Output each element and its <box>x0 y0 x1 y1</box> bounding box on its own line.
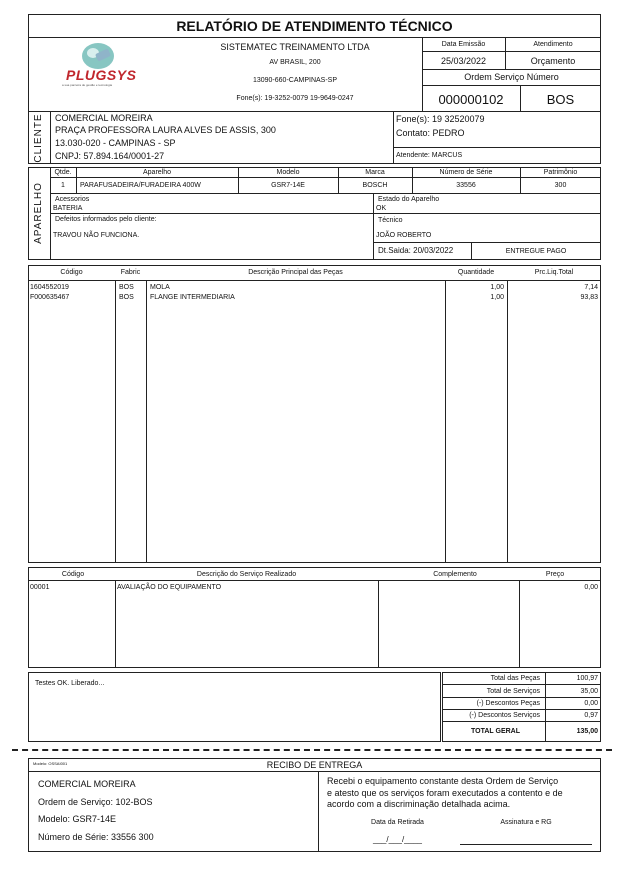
servicos-header-codigo: Código <box>61 571 85 578</box>
pecas-codigo: 1604552019 <box>30 284 69 291</box>
logo-text: PLUGSYS <box>66 67 137 83</box>
pecas-preco: 93,83 <box>580 294 598 301</box>
data-retirada-field[interactable]: ___/___/____ <box>373 835 422 844</box>
cut-line <box>12 749 612 751</box>
company-name: SISTEMATEC TREINAMENTO LTDA <box>220 42 370 52</box>
estado-value: OK <box>376 205 387 212</box>
pecas-quantidade: 1,00 <box>490 294 504 301</box>
company-city: 13090-660-CAMPINAS-SP <box>252 77 338 84</box>
desconto-pecas-value: 0,00 <box>584 700 598 707</box>
estado-label: Estado do Aparelho <box>378 196 440 203</box>
aparelho-header-aparelho: Aparelho <box>142 169 172 176</box>
cliente-cnpj: CNPJ: 57.894.164/0001-27 <box>55 151 165 161</box>
aparelho-header-modelo: Modelo <box>276 169 300 176</box>
aparelho-header-marca: Marca <box>365 169 385 176</box>
assinatura-line[interactable] <box>460 844 592 845</box>
desconto-pecas-label: (-) Descontos Peças <box>476 700 540 707</box>
servicos-table <box>28 567 601 668</box>
pecas-fabric: BOS <box>119 284 134 291</box>
desconto-servicos-value: 0,97 <box>584 712 598 719</box>
recibo-declaracao-1: Recebi o equipamento constante desta Ordem de Serviço <box>327 776 559 786</box>
logo-tagline: a sua parceira de gestão e tecnologia <box>62 83 113 87</box>
table-row <box>28 584 601 594</box>
pecas-fabric: BOS <box>119 294 134 301</box>
assinatura-label: Assinatura e RG <box>500 819 552 826</box>
recibo-declaracao-3: acordo com a discriminação detalhada acima. <box>327 799 511 809</box>
recibo-cliente: COMERCIAL MOREIRA <box>38 779 136 789</box>
cliente-name: COMERCIAL MOREIRA <box>55 113 153 123</box>
recibo-os: Ordem de Serviço: 102-BOS <box>38 797 153 807</box>
aparelho-section-label: APARELHO <box>33 182 44 244</box>
aparelho-header-patrimonio: Patrimônio <box>543 169 578 176</box>
tecnico-label: Técnico <box>378 217 403 224</box>
pecas-preco: 7,14 <box>584 284 598 291</box>
cliente-phone: Fone(s): 19 32520079 <box>396 114 485 124</box>
recibo-modelo-code: Modelo: OSSAI001 <box>33 761 68 766</box>
pecas-descricao: FLANGE INTERMEDIARIA <box>150 294 235 301</box>
servicos-header-preco: Preço <box>545 571 565 578</box>
pecas-quantidade: 1,00 <box>490 284 504 291</box>
report-title: RELATÓRIO DE ATENDIMENTO TÉCNICO <box>176 18 453 34</box>
cliente-city: 13.030-020 - CAMPINAS - SP <box>55 138 176 148</box>
total-servicos-label: Total de Serviços <box>486 688 540 695</box>
aparelho-qtde: 1 <box>61 182 65 189</box>
total-servicos-value: 35,00 <box>580 688 598 695</box>
pecas-table <box>28 265 601 563</box>
pecas-descricao: MOLA <box>150 284 170 291</box>
defeitos-value: TRAVOU NÃO FUNCIONA. <box>53 232 140 239</box>
desconto-servicos-label: (-) Descontos Serviços <box>469 712 540 719</box>
observacoes-text: Testes OK. Liberado... <box>35 680 105 687</box>
servicos-preco: 0,00 <box>584 584 598 591</box>
pecas-header-codigo: Código <box>60 269 83 276</box>
aparelho-header-serie: Número de Série <box>439 169 493 176</box>
cliente-section-label: CLIENTE <box>33 113 44 163</box>
total-pecas-value: 100,97 <box>576 675 598 682</box>
os-number-label: Ordem Serviço Número <box>464 72 559 82</box>
data-emissao-label: Data Emissão <box>441 41 486 48</box>
acessorios-label: Acessorios <box>55 196 90 203</box>
pecas-header-descricao: Descrição Principal das Peças <box>248 269 343 276</box>
cliente-contato: Contato: PEDRO <box>396 128 465 138</box>
recibo-serie: Número de Série: 33556 300 <box>38 832 154 842</box>
defeitos-label: Defeitos informados pelo cliente: <box>55 216 157 223</box>
cliente-atendente: Atendente: MARCUS <box>396 152 463 159</box>
total-geral-label: TOTAL GERAL <box>471 728 520 735</box>
atendimento-label: Atendimento <box>533 41 573 48</box>
servicos-header-complemento: Complemento <box>433 571 477 578</box>
total-pecas-label: Total das Peças <box>490 675 540 682</box>
pecas-header-fabric: Fabric <box>120 269 141 276</box>
data-emissao-value: 25/03/2022 <box>440 56 487 66</box>
cliente-street: PRAÇA PROFESSORA LAURA ALVES DE ASSIS, 300 <box>55 125 276 135</box>
pecas-header-preco: Prc.Liq.Total <box>534 269 574 276</box>
tecnico-value: JOÃO ROBERTO <box>376 232 432 239</box>
total-geral-value: 135,00 <box>576 728 598 735</box>
table-row <box>28 294 601 304</box>
os-type: BOS <box>546 92 575 107</box>
dt-saida: Dt.Saida: 20/03/2022 <box>378 246 454 255</box>
aparelho-status: ENTREGUE PAGO <box>505 248 567 255</box>
company-phone: Fone(s): 19-3252-0079 19-9649-0247 <box>236 95 354 102</box>
recibo-modelo: Modelo: GSR7-14E <box>38 814 117 824</box>
company-address: AV BRASIL, 200 <box>269 59 321 66</box>
data-retirada-label: Data da Retirada <box>371 819 424 826</box>
pecas-codigo: F000635467 <box>30 294 70 301</box>
os-number: 000000102 <box>438 92 504 107</box>
servicos-codigo: 00001 <box>30 584 50 591</box>
atendimento-value: Orçamento <box>530 56 576 66</box>
aparelho-patrimonio: 300 <box>554 182 567 189</box>
aparelho-modelo: GSR7-14E <box>271 182 305 189</box>
recibo-declaracao-2: e atesto que os serviços foram executados a contento e de <box>327 788 563 798</box>
aparelho-name: PARAFUSADEIRA/FURADEIRA 400W <box>80 182 201 189</box>
aparelho-header-qtde: Qtde. <box>54 169 72 176</box>
aparelho-serie: 33556 <box>456 182 476 189</box>
aparelho-marca: BOSCH <box>362 182 388 189</box>
acessorios-value: BATERIA <box>53 205 83 212</box>
servicos-header-descricao: Descrição do Serviço Realizado <box>196 571 297 578</box>
recibo-title: RECIBO DE ENTREGA <box>266 760 363 770</box>
pecas-header-quantidade: Quantidade <box>457 269 495 276</box>
table-row <box>28 284 601 294</box>
servicos-descricao: AVALIAÇÃO DO EQUIPAMENTO <box>117 584 222 591</box>
